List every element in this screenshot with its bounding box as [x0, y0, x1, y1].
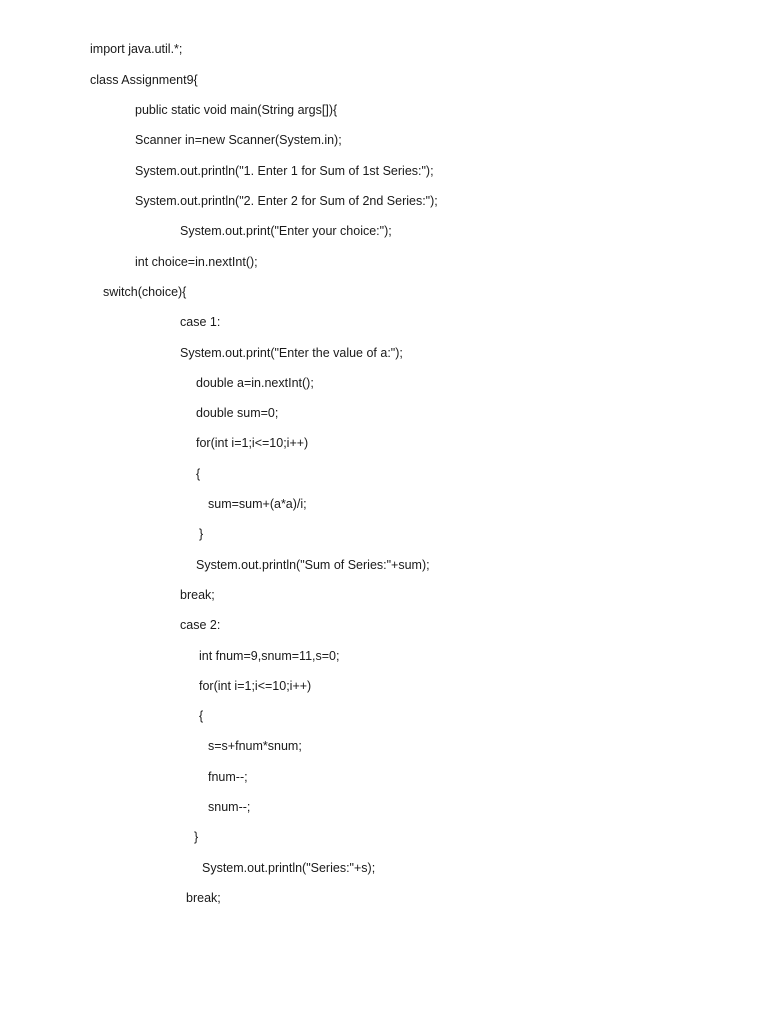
code-line: System.out.println("Sum of Series:"+sum); — [196, 558, 430, 572]
code-line: System.out.println("1. Enter 1 for Sum of 1st Series:"); — [135, 164, 434, 178]
code-line: public static void main(String args[]){ — [135, 103, 338, 117]
code-line: snum--; — [208, 800, 251, 814]
code-line: int choice=in.nextInt(); — [135, 255, 258, 269]
code-line: Scanner in=new Scanner(System.in); — [135, 133, 342, 147]
code-line: class Assignment9{ — [90, 73, 198, 87]
code-line: System.out.println("Series:"+s); — [202, 861, 376, 875]
code-line: switch(choice){ — [103, 285, 187, 299]
code-line: { — [196, 467, 201, 481]
code-line: double a=in.nextInt(); — [196, 376, 314, 390]
code-line: import java.util.*; — [90, 42, 183, 56]
code-line: break; — [180, 588, 215, 602]
code-line: double sum=0; — [196, 406, 279, 420]
code-line: sum=sum+(a*a)/i; — [208, 497, 307, 511]
code-line: } — [199, 527, 204, 541]
code-line: System.out.print("Enter your choice:"); — [180, 224, 392, 238]
code-line: int fnum=9,snum=11,s=0; — [199, 649, 340, 663]
code-line: System.out.print("Enter the value of a:"); — [180, 346, 403, 360]
code-line: break; — [186, 891, 221, 905]
code-line: System.out.println("2. Enter 2 for Sum of 2nd Series:"); — [135, 194, 438, 208]
code-line: for(int i=1;i<=10;i++) — [196, 436, 309, 450]
code-line: { — [199, 709, 204, 723]
code-line: case 1: — [180, 315, 221, 329]
code-line: } — [194, 830, 199, 844]
code-line: fnum--; — [208, 770, 248, 784]
code-line: case 2: — [180, 618, 221, 632]
code-line: s=s+fnum*snum; — [208, 739, 302, 753]
code-line: for(int i=1;i<=10;i++) — [199, 679, 312, 693]
